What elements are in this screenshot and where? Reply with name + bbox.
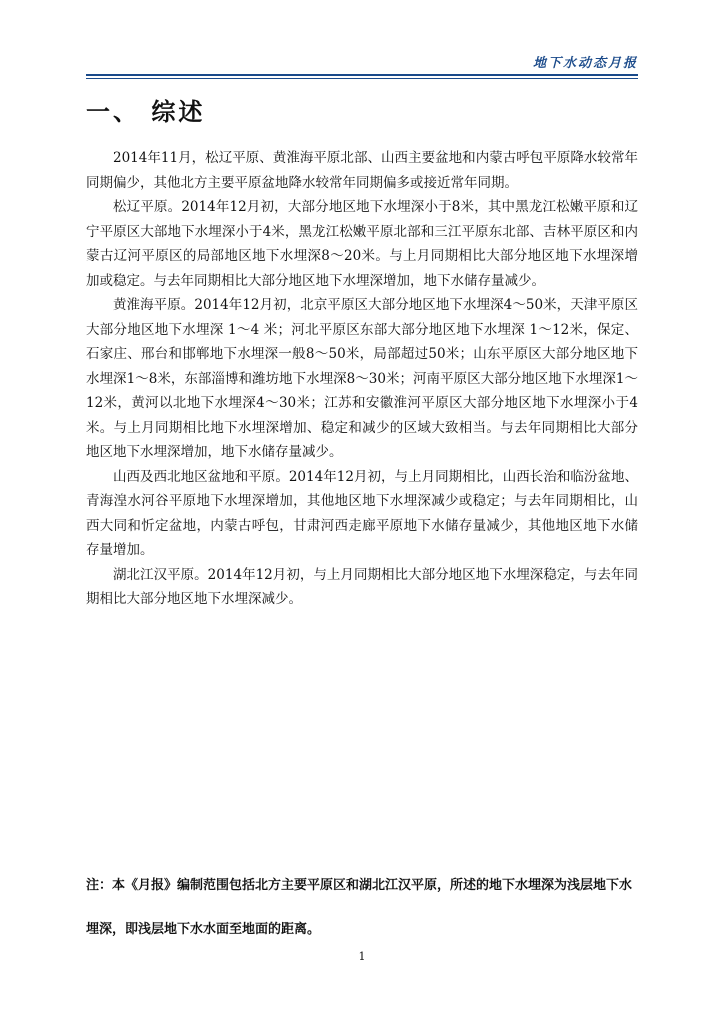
paragraph-jianghan: 湖北江汉平原。2014年12月初，与上月同期相比大部分地区地下水埋深稳定，与去年同期相比大部分地区地下水埋深减少。 xyxy=(86,566,638,607)
body-text xyxy=(86,146,638,612)
header-divider xyxy=(86,74,638,79)
paragraph-overview: 2014年11月，松辽平原、黄淮海平原北部、山西主要盆地和内蒙古呼包平原降水较常年同期偏少，其他北方主要平原盆地降水较常年同期偏多或接近常年同期。 xyxy=(86,150,638,191)
paragraph-huanghuaihai: 黄淮海平原。2014年12月初，北京平原区大部分地区地下水埋深4～50米，天津平原区大部分地区地下水埋深 1～4 米；河北平原区东部大部分地区地下水埋深 1～12米，保定、石家庄、邢台和邯郸地下水埋深一般8～50米，局部超过50米；山东平原区大部分地区地下水埋深1～8米，东部淄博和潍坊地下水埋深8～30米；河南平原区大部分地区地下水埋深1～12米，黄河以北地下水埋深4～30米；江苏和安徽淮河平原区大部分地区地下水埋深小于4米。与上月同期相比地下水埋深增加、稳定和减少的区域大致相当。与去年同期相比大部分地区地下水埋深增加，地下水储存量减少。 xyxy=(86,297,638,460)
paragraph-songliao: 松辽平原。2014年12月初，大部分地区地下水埋深小于8米，其中黑龙江松嫩平原和辽宁平原区大部地下水埋深小于4米，黑龙江松嫩平原北部和三江平原东北部、吉林平原区和内蒙古辽河平原区的局部地区地下水埋深8～20米。与上月同期相比大部分地区地下水埋深增加或稳定。与去年同期相比大部分地区地下水埋深增加，地下水储存量减少。 xyxy=(86,199,638,289)
paragraph-shanxi-northwest: 山西及西北地区盆地和平原。2014年12月初，与上月同期相比，山西长治和临汾盆地、青海湟水河谷平原地下水埋深增加，其他地区地下水埋深减少或稳定；与去年同期相比，山西大同和忻定盆地，内蒙古呼包，甘肃河西走廊平原地下水储存量减少，其他地区地下水储存量增加。 xyxy=(86,468,638,558)
section-heading: 一、 综述 xyxy=(86,98,206,126)
page-number: 1 xyxy=(358,950,366,963)
footnote: 注：本《月报》编制范围包括北方主要平原区和湖北江汉平原，所述的地下水埋深为浅层地下水埋深，即浅层地下水水面至地面的距离。 xyxy=(86,878,633,937)
report-title: 地下水动态月报 xyxy=(532,56,638,71)
